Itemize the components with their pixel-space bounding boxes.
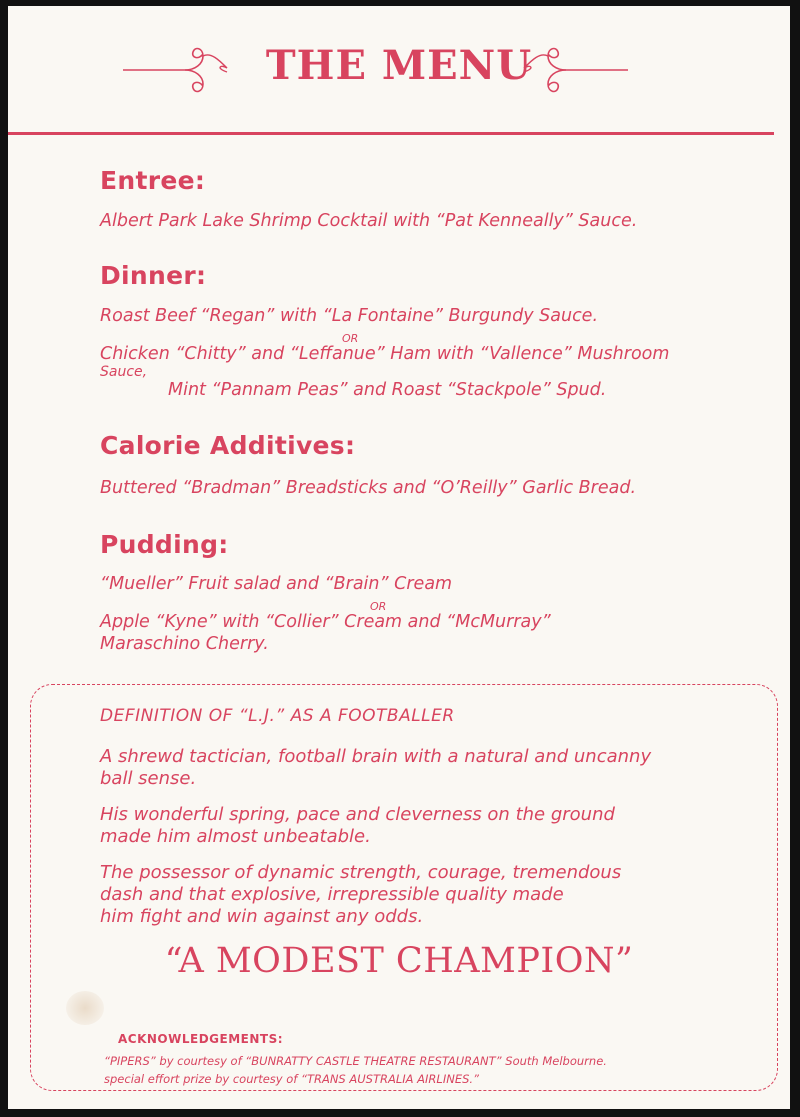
dinner-item-2: Chicken “Chitty” and “Leffanue” Ham with “Vallence” Mushroom — [100, 344, 670, 364]
modest-champion-slogan: “A MODEST CHAMPION” — [164, 941, 634, 981]
right-flourish-ornament — [508, 34, 628, 94]
definition-p1-line1: A shrewd tactician, football brain with a natural and uncanny — [100, 746, 652, 767]
title-divider — [8, 132, 774, 135]
dinner-item-1: Roast Beef “Regan” with “La Fontaine” Burgundy Sauce. — [100, 306, 599, 326]
definition-p3-line3: him fight and win against any odds. — [100, 906, 424, 927]
pudding-item-1: “Mueller” Fruit salad and “Brain” Cream — [100, 574, 453, 594]
definition-p2-line2: made him almost unbeatable. — [100, 826, 371, 847]
title-row — [8, 34, 790, 104]
definition-p3-line1: The possessor of dynamic strength, courage, tremendous — [100, 862, 622, 883]
acknowledgements-line-2: special effort prize by courtesy of “TRANS AUSTRALIA AIRLINES.” — [104, 1072, 480, 1086]
acknowledgements-title: ACKNOWLEDGEMENTS: — [118, 1032, 284, 1046]
entree-item: Albert Park Lake Shrimp Cocktail with “Pat Kenneally” Sauce. — [100, 211, 638, 231]
definition-p3-line2: dash and that explosive, irrepressible quality made — [100, 884, 564, 905]
definition-p1-line2: ball sense. — [100, 768, 197, 789]
pudding-or-mark: OR — [370, 600, 387, 613]
paper-stain — [66, 991, 104, 1025]
pudding-item-3: Maraschino Cherry. — [100, 634, 269, 654]
menu-card — [8, 6, 790, 1109]
menu-title: THE MENU — [265, 42, 533, 89]
definition-title: DEFINITION OF “L.J.” AS A FOOTBALLER — [100, 706, 455, 726]
pudding-heading: Pudding: — [100, 530, 229, 559]
definition-p2-line1: His wonderful spring, pace and cleverness on the ground — [100, 804, 615, 825]
calorie-item: Buttered “Bradman” Breadsticks and “O’Reilly” Garlic Bread. — [100, 478, 637, 498]
dinner-item-3: Sauce, — [100, 364, 148, 380]
acknowledgements-line-1: “PIPERS” by courtesy of “BUNRATTY CASTLE THEATRE RESTAURANT” South Melbourne. — [104, 1054, 607, 1068]
entree-heading: Entree: — [100, 166, 206, 195]
pudding-item-2: Apple “Kyne” with “Collier” Cream and “McMurray” — [100, 612, 551, 632]
dinner-or-mark: OR — [342, 332, 359, 345]
dinner-item-4: Mint “Pannam Peas” and Roast “Stackpole” Spud. — [168, 380, 607, 400]
calorie-heading: Calorie Additives: — [100, 431, 356, 460]
dinner-heading: Dinner: — [100, 261, 207, 290]
